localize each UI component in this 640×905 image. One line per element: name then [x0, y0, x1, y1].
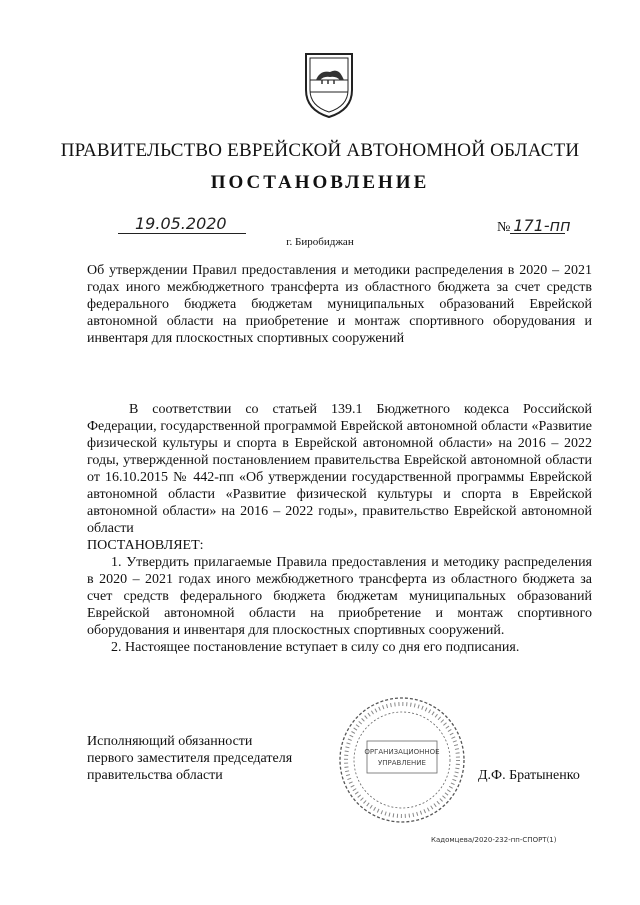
decree-word: ПОСТАНОВЛЯЕТ: — [87, 538, 204, 553]
stamp-text-1: ОРГАНИЗАЦИОННОЕ — [364, 748, 440, 756]
signatory-line-3: правительства области — [87, 768, 223, 783]
signatory-name: Д.Ф. Братыненко — [478, 768, 580, 783]
number-underline — [510, 233, 565, 234]
coat-of-arms-icon — [300, 50, 358, 120]
decree-item-2: 2. Настоящее постановление вступает в силу со дня его подписания. — [111, 640, 520, 655]
document-type-heading: ПОСТАНОВЛЕНИЕ — [210, 172, 430, 193]
document-subject: Об утверждении Правил предоставления и методики распределения в 2020 – 2021 годах иного межбюджетного трансферта из областного бюджета за счет средств федерального бюджета бюджетам муниципальных образований Еврейской автономной области на приобретение и монтаж спортивного оборудования и инвентаря для плоскостных спортивных сооружений — [87, 263, 592, 346]
file-reference: Кадомцева/2020-232-пп-СПОРТ(1) — [431, 836, 557, 844]
preamble-paragraph: В соответствии со статьей 139.1 Бюджетного кодекса Российской Федерации, государственной программой Еврейской автономной области «Развитие физической культуры и спорта в Еврейской автономной области» на 2016 – 2022 годы, утвержденной постановлением правительства Еврейской автономной области от 16.10.2015 № 442-пп «Об утверждении государственной программы Еврейской автономной области «Развитие физической культуры и спорта в Еврейской автономной области» на 2016 – 2022 годы», правительство Еврейской автономной области — [87, 402, 592, 536]
signatory-title — [87, 733, 327, 784]
signatory-line-1: Исполняющий обязанности — [87, 734, 253, 749]
decree-item-1: 1. Утвердить прилагаемые Правила предоставления и методику распределения в 2020 – 2021 годах иного межбюджетного трансферта из областного бюджета за счет средств федерального бюджета бюджетам муниципальных образований Еврейской автономной области на приобретение и монтаж спортивного оборудования и инвентаря для плоскостных спортивных сооружений. — [87, 555, 592, 638]
number-prefix: № — [497, 220, 511, 235]
organization-title: ПРАВИТЕЛЬСТВО ЕВРЕЙСКОЙ АВТОНОМНОЙ ОБЛАСТИ — [60, 140, 580, 161]
document-date: 19.05.2020 — [135, 214, 227, 233]
document-body — [87, 401, 592, 656]
number-value: 171-пп — [513, 216, 571, 235]
official-seal-icon — [327, 685, 477, 835]
signatory-line-2: первого заместителя председателя — [87, 751, 293, 766]
stamp-text-2: УПРАВЛЕНИЕ — [378, 759, 426, 767]
city-label: г. Биробиджан — [286, 236, 354, 248]
date-underline — [118, 233, 246, 234]
